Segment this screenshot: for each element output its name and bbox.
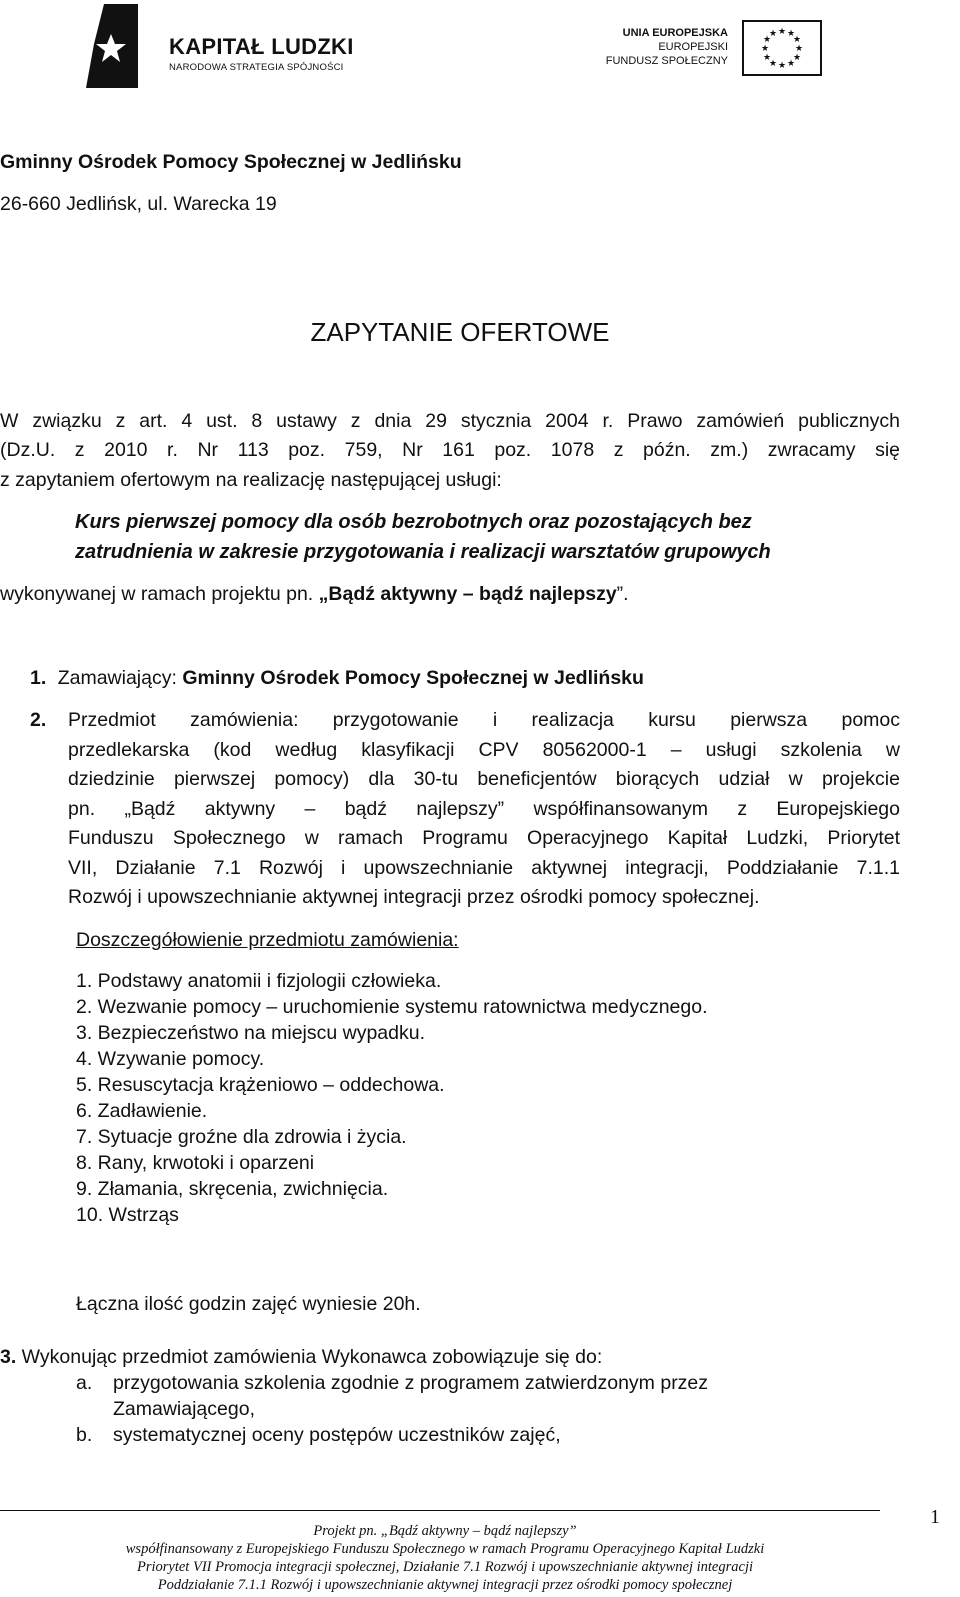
footer-line-4: Poddziałanie 7.1.1 Rozwój i upowszechnianie aktywnej integracji przez ośrodki pomocy społecznej [157, 1577, 733, 1593]
section-3-item-text: systematycznej oceny postępów uczestników zajęć, [113, 1424, 561, 1446]
intro-line-3: z zapytaniem ofertowym na realizację następującej usługi: [0, 469, 502, 491]
section-2-line: Przedmiot zamówienia: przygotowanie i realizacja kursu pierwsza pomoc [68, 709, 900, 731]
logo-bar [86, 0, 826, 92]
service-title-line-1: Kurs pierwszej pomocy dla osób bezrobotnych oraz pozostających bez [75, 511, 752, 533]
footer-line-1: Projekt pn. „Bądź aktywny – bądź najlepszy” [313, 1523, 577, 1539]
details-item: 5. Resuscytacja krążeniowo – oddechowa. [76, 1074, 445, 1096]
details-item: 8. Rany, krwotoki i oparzeni [76, 1152, 315, 1174]
svg-text:★: ★ [760, 44, 770, 54]
details-item: 6. Zadławienie. [76, 1100, 208, 1122]
section-3-number: 3. [0, 1346, 17, 1368]
eu-flag-icon [742, 20, 822, 76]
organization-name: Gminny Ośrodek Pomocy Społecznej w Jedlińsku [0, 151, 462, 173]
kl-logo-title: KAPITAŁ LUDZKI [169, 34, 354, 59]
svg-text:★: ★ [777, 61, 787, 71]
eu-logo [598, 16, 826, 82]
section-2-line: VII, Działanie 7.1 Rozwój i upowszechnianie aktywnej integracji, Poddziałanie 7.1.1 [68, 857, 900, 879]
section-3 [0, 1344, 602, 1370]
section-2-line: Rozwój i upowszechnianie aktywnej integracji przez ośrodki pomocy społecznej. [68, 886, 760, 908]
details-item: 7. Sytuacje groźne dla zdrowia i życia. [76, 1126, 407, 1148]
service-title-line-2: zatrudnienia w zakresie przygotowania i realizacji warsztatów grupowych [75, 541, 771, 563]
section-2-line: dziedzinie pierwszej pomocy) dla 30-tu beneficjentów biorących udział w projekcie [68, 768, 900, 790]
eu-logo-text [598, 26, 728, 68]
details-item: 2. Wezwanie pomocy – uruchomienie systemu ratownictwa medycznego. [76, 996, 708, 1018]
organization-address: 26-660 Jedlińsk, ul. Warecka 19 [0, 193, 277, 215]
intro-line-2: (Dz.U. z 2010 r. Nr 113 poz. 759, Nr 161 poz. 1078 z późn. zm.) zwracamy się [0, 439, 900, 461]
svg-text:★: ★ [762, 53, 772, 63]
project-line-suffix: ”. [616, 583, 629, 605]
kapital-ludzki-emblem-icon [86, 4, 166, 88]
svg-text:★: ★ [768, 59, 778, 69]
section-2-line: Funduszu Społecznego w ramach Programu Operacyjnego Kapitał Ludzki, Priorytet [68, 827, 900, 849]
project-name: „Bądź aktywny – bądź najlepszy [318, 583, 617, 605]
svg-text:★: ★ [786, 29, 796, 39]
svg-text:★: ★ [792, 35, 802, 45]
project-line [0, 580, 629, 609]
details-heading: Doszczegółowienie przedmiotu zamówienia: [76, 929, 459, 951]
footer-line-2: współfinansowany z Europejskiego Funduszu Społecznego w ramach Programu Operacyjnego Kapitał Ludzki [125, 1541, 765, 1557]
footer-line-3: Priorytet VII Promocja integracji społecznej, Działanie 7.1 Rozwój i upowszechnianie aktywnej integracji [136, 1559, 754, 1575]
eu-logo-line3: FUNDUSZ SPOŁECZNY [605, 55, 728, 67]
section-2-line: przedlekarska (kod według klasyfikacji CPV 80562000-1 – usługi szkolenia w [68, 739, 900, 761]
details-item: 10. Wstrząs [76, 1204, 179, 1226]
section-2-line: pn. „Bądź aktywny – bądź najlepszy” współfinansowanym z Europejskiego [68, 798, 900, 820]
details-item: 3. Bezpieczeństwo na miejscu wypadku. [76, 1022, 426, 1044]
section-3-item-letter: a. [76, 1372, 93, 1394]
section-3-text: Wykonując przedmiot zamówienia Wykonawca zobowiązuje się do: [16, 1346, 603, 1368]
footer-divider [0, 1510, 880, 1511]
page-number: 1 [930, 1506, 940, 1528]
section-2-number: 2. [30, 709, 47, 731]
svg-text:★: ★ [794, 44, 804, 54]
section-3-item-text: przygotowania szkolenia zgodnie z programem zatwierdzonym przez [113, 1372, 709, 1394]
details-item: 9. Złamania, skręcenia, zwichnięcia. [76, 1178, 389, 1200]
eu-logo-line1: UNIA EUROPEJSKA [622, 27, 728, 39]
eu-logo-line2: EUROPEJSKI [658, 41, 728, 53]
details-item: 1. Podstawy anatomii i fizjologii człowieka. [76, 970, 442, 992]
intro-line-1: W związku z art. 4 ust. 8 ustawy z dnia 29 stycznia 2004 r. Prawo zamówień publicznych [0, 410, 900, 432]
section-1-number: 1. [30, 667, 47, 689]
project-line-prefix: wykonywanej w ramach projektu pn. [0, 583, 319, 605]
section-1-value: Gminny Ośrodek Pomocy Społecznej w Jedlińsku [182, 667, 644, 689]
svg-text:★: ★ [792, 53, 802, 63]
details-item: 4. Wzywanie pomocy. [76, 1048, 265, 1070]
kapital-ludzki-logo [86, 4, 376, 88]
page-title: ZAPYTANIE OFERTOWE [310, 317, 610, 347]
section-1 [30, 664, 644, 693]
kl-logo-subtitle: NARODOWA STRATEGIA SPÓJNOŚCI [169, 62, 344, 73]
svg-text:★: ★ [786, 59, 796, 69]
section-3-item-letter: b. [76, 1424, 93, 1446]
svg-text:★: ★ [777, 27, 787, 37]
svg-text:★: ★ [762, 35, 772, 45]
section-3-item-text: Zamawiającego, [113, 1398, 255, 1420]
section-1-label: Zamawiający: [57, 667, 183, 689]
total-hours: Łączna ilość godzin zajęć wyniesie 20h. [76, 1293, 421, 1315]
svg-text:★: ★ [768, 29, 778, 39]
